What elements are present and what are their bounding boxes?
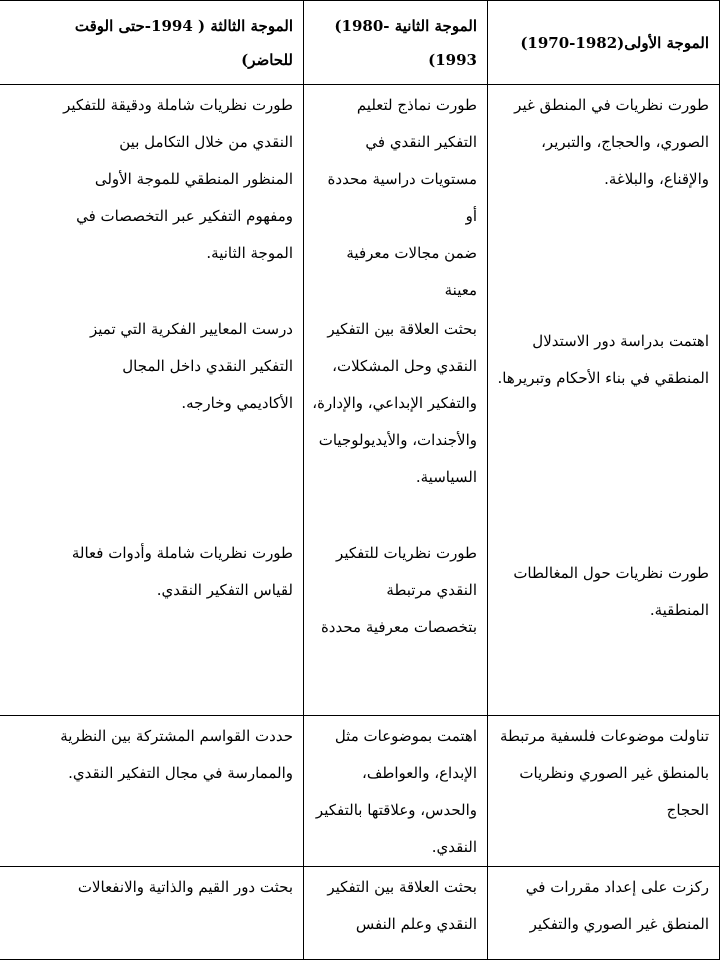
header-second-wave: الموجة الثانية -1980) 1993) (304, 1, 488, 85)
header-first-wave: الموجة الأولى(1982-1970) (488, 1, 720, 85)
table-row (0, 309, 720, 533)
table-cell: درست المعايير الفكرية التي تميز التفكير النقدي داخل المجال الأكاديمي وخارجه. (0, 309, 304, 533)
header-third-wave: الموجة الثالثة ( 1994-حتى الوقت للحاضر) (0, 1, 304, 85)
table-cell: طورت نظريات شاملة ودقيقة للتفكير النقدي من خلال التكامل بين المنظور المنطقي للموجة الأولى ومفهوم التفكير عبر التخصصات في الموجة الثانية. (0, 85, 304, 310)
table-cell: اهتمت بدراسة دور الاستدلال المنطقي في بناء الأحكام وتبريرها. (488, 309, 720, 533)
table-cell: طورت نظريات شاملة وأدوات فعالة لقياس التفكير النقدي. (0, 533, 304, 716)
table-cell: اهتمت بموضوعات مثل الإبداع، والعواطف، والحدس، وعلاقتها بالتفكير النقدي. (304, 716, 488, 867)
table-row (0, 867, 720, 960)
table-cell: طورت نماذج لتعليم التفكير النقدي في مستويات دراسية محددة أو ضمن مجالات معرفية معينة (304, 85, 488, 310)
table-cell: طورت نظريات في المنطق غير الصوري، والحجاج، والتبرير، والإقناع، والبلاغة. (488, 85, 720, 310)
table-cell: طورت نظريات حول المغالطات المنطقية. (488, 533, 720, 716)
table-cell: بحثت العلاقة بين التفكير النقدي وعلم النفس (304, 867, 488, 960)
table-row (0, 716, 720, 867)
table-cell: بحثت دور القيم والذاتية والانفعالات (0, 867, 304, 960)
table-cell: طورت نظريات للتفكير النقدي مرتبطة بتخصصات معرفية محددة (304, 533, 488, 716)
table-header-row (0, 1, 720, 85)
table-cell: ركزت على إعداد مقررات في المنطق غير الصوري والتفكير (488, 867, 720, 960)
table-cell: حددت القواسم المشتركة بين النظرية والممارسة في مجال التفكير النقدي. (0, 716, 304, 867)
table-cell: بحثت العلاقة بين التفكير النقدي وحل المشكلات، والتفكير الإبداعي، والإدارة، والأجندات، والأيديولوجيات السياسية. (304, 309, 488, 533)
table-row (0, 85, 720, 310)
table-cell: تناولت موضوعات فلسفية مرتبطة بالمنطق غير الصوري ونظريات الحجاج (488, 716, 720, 867)
table-row (0, 533, 720, 716)
